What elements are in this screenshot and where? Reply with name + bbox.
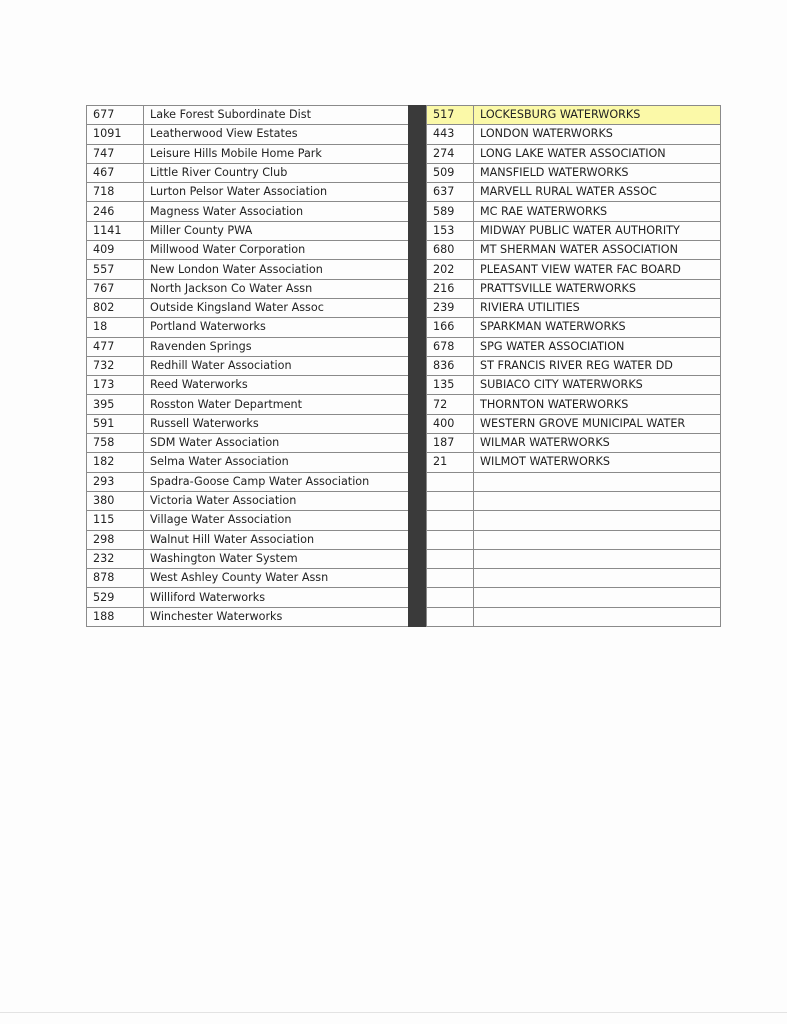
table-row	[427, 607, 721, 626]
system-id-cell: 239	[427, 298, 474, 317]
table-row	[427, 356, 721, 375]
system-name-cell: Selma Water Association	[144, 453, 411, 472]
table-row	[427, 569, 721, 588]
system-name-cell: Walnut Hill Water Association	[144, 530, 411, 549]
system-name-cell	[474, 607, 721, 626]
table-row	[427, 530, 721, 549]
table-row	[427, 183, 721, 202]
system-name-cell: RIVIERA UTILITIES	[474, 298, 721, 317]
system-name-cell	[474, 530, 721, 549]
system-id-cell: 380	[87, 491, 144, 510]
table-row	[427, 549, 721, 568]
table-row	[87, 491, 411, 510]
left-water-system-table	[86, 105, 411, 627]
system-name-cell: THORNTON WATERWORKS	[474, 395, 721, 414]
system-name-cell: LOCKESBURG WATERWORKS	[474, 106, 721, 125]
table-row	[87, 183, 411, 202]
table-row	[427, 202, 721, 221]
table-row	[427, 241, 721, 260]
table-row	[427, 588, 721, 607]
table-row	[427, 395, 721, 414]
table-row	[87, 125, 411, 144]
system-id-cell: 18	[87, 318, 144, 337]
system-name-cell: Miller County PWA	[144, 221, 411, 240]
table-row	[427, 511, 721, 530]
table-row	[87, 260, 411, 279]
table-row	[427, 125, 721, 144]
system-id-cell: 187	[427, 434, 474, 453]
system-name-cell: North Jackson Co Water Assn	[144, 279, 411, 298]
system-name-cell: West Ashley County Water Assn	[144, 569, 411, 588]
table-row	[87, 569, 411, 588]
system-name-cell: LONDON WATERWORKS	[474, 125, 721, 144]
system-id-cell	[427, 491, 474, 510]
system-id-cell: 767	[87, 279, 144, 298]
table-row	[87, 337, 411, 356]
scan-edge-line	[0, 1012, 787, 1013]
system-id-cell: 1141	[87, 221, 144, 240]
system-id-cell	[427, 472, 474, 491]
system-id-cell: 836	[427, 356, 474, 375]
system-id-cell: 443	[427, 125, 474, 144]
system-name-cell	[474, 569, 721, 588]
system-name-cell: SPG WATER ASSOCIATION	[474, 337, 721, 356]
table-row	[87, 607, 411, 626]
system-name-cell: Reed Waterworks	[144, 376, 411, 395]
system-id-cell: 188	[87, 607, 144, 626]
system-id-cell: 758	[87, 434, 144, 453]
system-name-cell: MARVELL RURAL WATER ASSOC	[474, 183, 721, 202]
table-row	[427, 318, 721, 337]
system-name-cell: WILMOT WATERWORKS	[474, 453, 721, 472]
system-name-cell: Leisure Hills Mobile Home Park	[144, 144, 411, 163]
table-row	[427, 434, 721, 453]
system-id-cell: 680	[427, 241, 474, 260]
system-name-cell: SPARKMAN WATERWORKS	[474, 318, 721, 337]
system-id-cell: 677	[87, 106, 144, 125]
system-name-cell: Washington Water System	[144, 549, 411, 568]
system-id-cell: 467	[87, 163, 144, 182]
system-id-cell: 246	[87, 202, 144, 221]
table-row	[87, 511, 411, 530]
system-id-cell	[427, 588, 474, 607]
table-row	[87, 549, 411, 568]
system-name-cell: Russell Waterworks	[144, 414, 411, 433]
system-name-cell: LONG LAKE WATER ASSOCIATION	[474, 144, 721, 163]
system-name-cell	[474, 472, 721, 491]
system-id-cell: 509	[427, 163, 474, 182]
system-id-cell	[427, 569, 474, 588]
system-id-cell: 400	[427, 414, 474, 433]
system-name-cell: MIDWAY PUBLIC WATER AUTHORITY	[474, 221, 721, 240]
system-id-cell: 732	[87, 356, 144, 375]
system-id-cell: 517	[427, 106, 474, 125]
table-row	[87, 472, 411, 491]
system-id-cell: 878	[87, 569, 144, 588]
table-row	[87, 530, 411, 549]
system-name-cell: Lurton Pelsor Water Association	[144, 183, 411, 202]
table-row	[427, 279, 721, 298]
table-row	[87, 356, 411, 375]
right-water-system-table	[426, 105, 721, 627]
system-id-cell: 232	[87, 549, 144, 568]
system-id-cell	[427, 549, 474, 568]
system-name-cell: MC RAE WATERWORKS	[474, 202, 721, 221]
table-row	[87, 376, 411, 395]
system-name-cell: New London Water Association	[144, 260, 411, 279]
table-row	[87, 279, 411, 298]
system-name-cell	[474, 491, 721, 510]
system-id-cell: 802	[87, 298, 144, 317]
system-id-cell: 115	[87, 511, 144, 530]
table-row	[427, 144, 721, 163]
system-name-cell: Portland Waterworks	[144, 318, 411, 337]
system-id-cell	[427, 511, 474, 530]
table-row	[427, 414, 721, 433]
system-id-cell: 557	[87, 260, 144, 279]
table-row	[87, 434, 411, 453]
system-name-cell: PRATTSVILLE WATERWORKS	[474, 279, 721, 298]
system-id-cell: 293	[87, 472, 144, 491]
table-row	[427, 472, 721, 491]
system-id-cell: 718	[87, 183, 144, 202]
system-name-cell	[474, 588, 721, 607]
system-id-cell: 135	[427, 376, 474, 395]
table-row	[427, 163, 721, 182]
system-name-cell: Millwood Water Corporation	[144, 241, 411, 260]
system-name-cell: Spadra-Goose Camp Water Association	[144, 472, 411, 491]
system-name-cell: ST FRANCIS RIVER REG WATER DD	[474, 356, 721, 375]
column-divider-bar	[408, 105, 426, 627]
system-name-cell: MT SHERMAN WATER ASSOCIATION	[474, 241, 721, 260]
system-name-cell	[474, 549, 721, 568]
system-name-cell: WILMAR WATERWORKS	[474, 434, 721, 453]
system-id-cell: 529	[87, 588, 144, 607]
table-row	[427, 376, 721, 395]
system-id-cell: 153	[427, 221, 474, 240]
system-id-cell: 477	[87, 337, 144, 356]
table-row	[87, 202, 411, 221]
system-id-cell: 21	[427, 453, 474, 472]
system-name-cell: Little River Country Club	[144, 163, 411, 182]
system-name-cell: Magness Water Association	[144, 202, 411, 221]
table-row	[87, 318, 411, 337]
system-id-cell: 1091	[87, 125, 144, 144]
system-id-cell: 182	[87, 453, 144, 472]
system-name-cell: Williford Waterworks	[144, 588, 411, 607]
system-name-cell: Leatherwood View Estates	[144, 125, 411, 144]
system-id-cell: 591	[87, 414, 144, 433]
system-name-cell: PLEASANT VIEW WATER FAC BOARD	[474, 260, 721, 279]
table-row	[427, 337, 721, 356]
table-row	[87, 241, 411, 260]
system-id-cell: 166	[427, 318, 474, 337]
table-row	[87, 163, 411, 182]
table-row	[87, 298, 411, 317]
system-id-cell: 216	[427, 279, 474, 298]
system-name-cell: Redhill Water Association	[144, 356, 411, 375]
table-row	[427, 221, 721, 240]
system-name-cell: WESTERN GROVE MUNICIPAL WATER	[474, 414, 721, 433]
system-name-cell: MANSFIELD WATERWORKS	[474, 163, 721, 182]
system-name-cell: SDM Water Association	[144, 434, 411, 453]
table-row	[87, 106, 411, 125]
system-id-cell: 298	[87, 530, 144, 549]
system-name-cell: Ravenden Springs	[144, 337, 411, 356]
system-id-cell: 409	[87, 241, 144, 260]
system-id-cell: 72	[427, 395, 474, 414]
system-id-cell: 202	[427, 260, 474, 279]
system-id-cell: 173	[87, 376, 144, 395]
table-row	[87, 395, 411, 414]
system-name-cell: Outside Kingsland Water Assoc	[144, 298, 411, 317]
system-id-cell: 678	[427, 337, 474, 356]
table-row	[427, 298, 721, 317]
table-row	[87, 453, 411, 472]
table-row	[427, 453, 721, 472]
system-name-cell: Lake Forest Subordinate Dist	[144, 106, 411, 125]
system-id-cell: 395	[87, 395, 144, 414]
table-row	[427, 491, 721, 510]
table-row	[427, 106, 721, 125]
system-name-cell: SUBIACO CITY WATERWORKS	[474, 376, 721, 395]
table-row	[87, 414, 411, 433]
system-id-cell: 747	[87, 144, 144, 163]
system-name-cell: Winchester Waterworks	[144, 607, 411, 626]
system-id-cell: 589	[427, 202, 474, 221]
table-row	[87, 221, 411, 240]
system-id-cell	[427, 530, 474, 549]
table-row	[87, 144, 411, 163]
table-row	[427, 260, 721, 279]
system-name-cell: Village Water Association	[144, 511, 411, 530]
system-id-cell: 637	[427, 183, 474, 202]
system-name-cell	[474, 511, 721, 530]
system-id-cell: 274	[427, 144, 474, 163]
system-id-cell	[427, 607, 474, 626]
table-row	[87, 588, 411, 607]
system-name-cell: Victoria Water Association	[144, 491, 411, 510]
system-name-cell: Rosston Water Department	[144, 395, 411, 414]
